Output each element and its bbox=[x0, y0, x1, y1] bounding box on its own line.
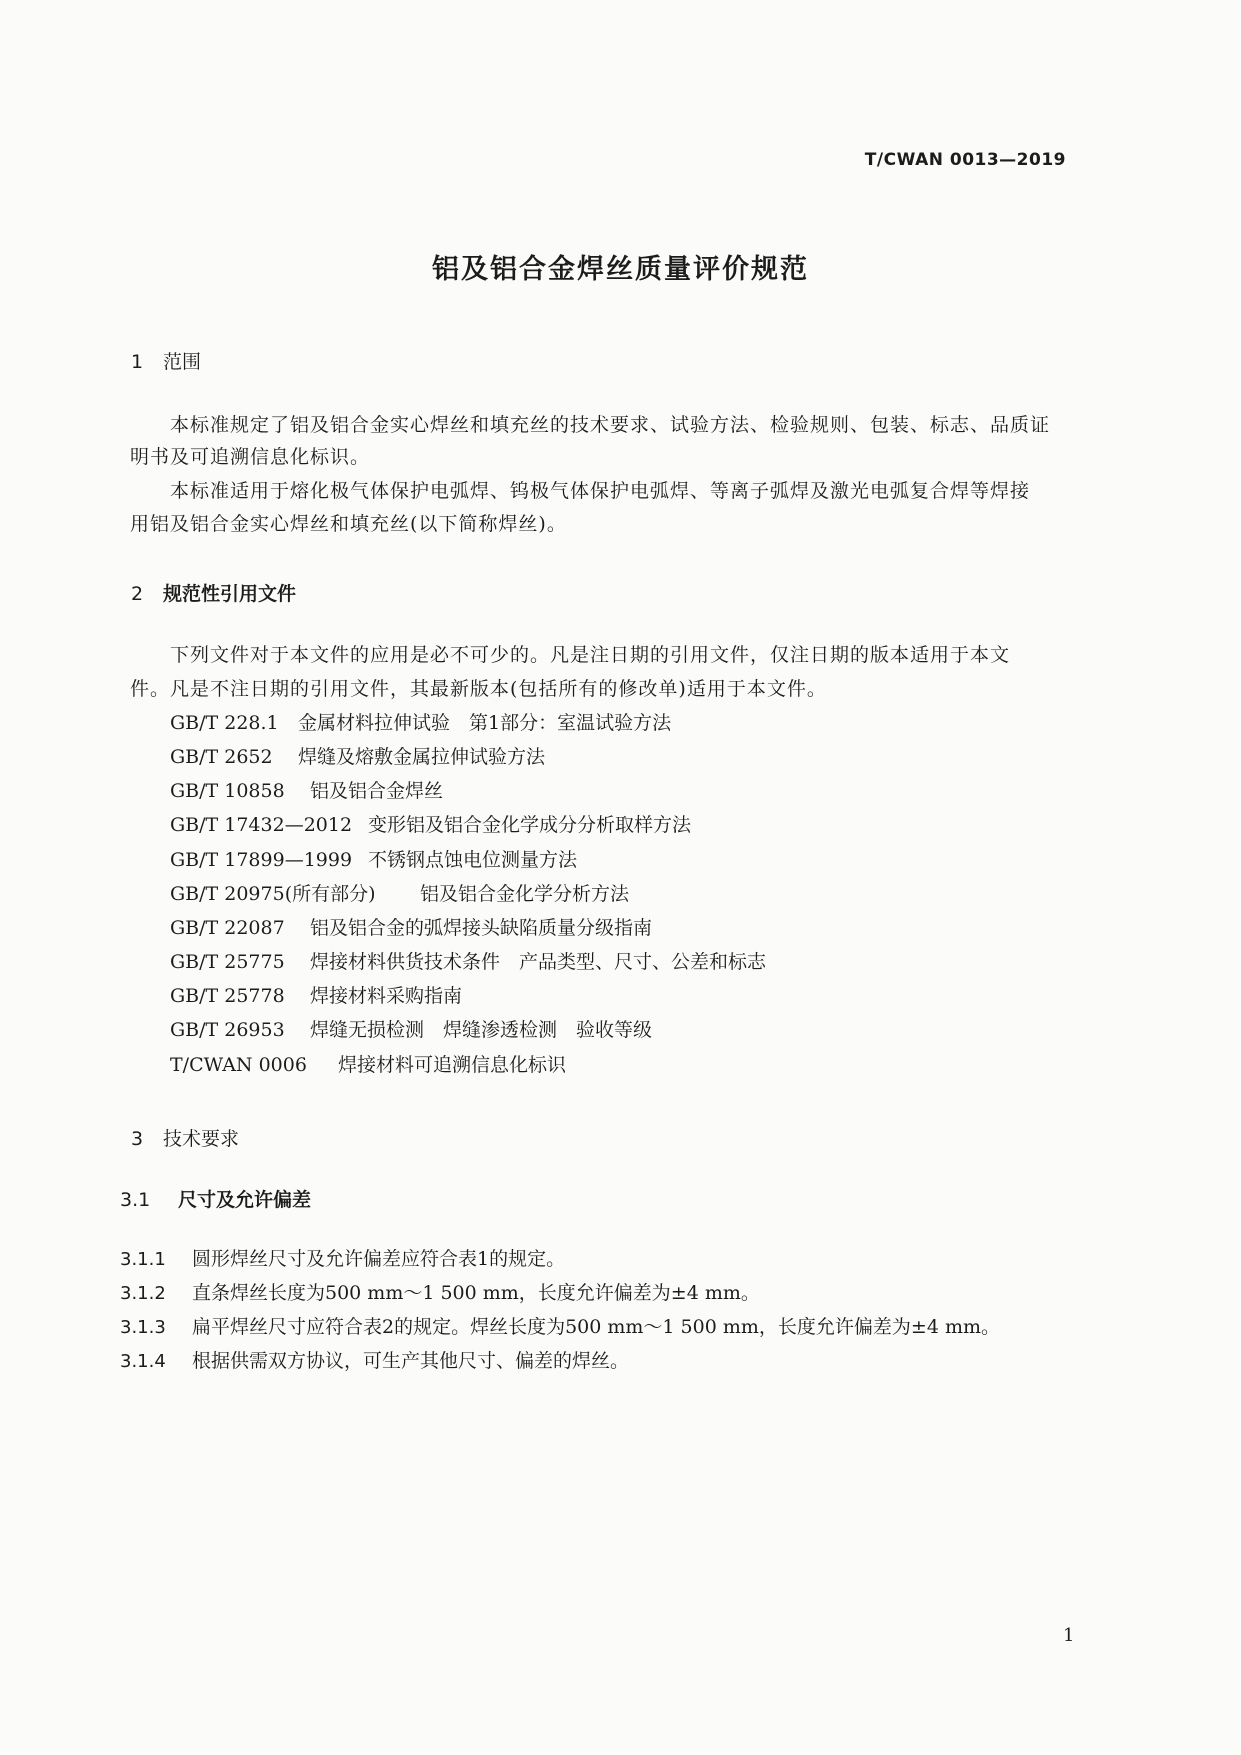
paragraph-line: 本标准规定了铝及铝合金实心焊丝和填充丝的技术要求、试验方法、检验规则、包装、标志、品质证 bbox=[170, 414, 1051, 436]
reference-item bbox=[170, 981, 462, 1008]
reference-code: GB/T 10858 bbox=[170, 780, 285, 802]
reference-code: T/CWAN 0006 bbox=[170, 1054, 307, 1076]
paragraph-line: 用铝及铝合金实心焊丝和填充丝(以下简称焊丝)。 bbox=[130, 513, 567, 535]
reference-title: 铝及铝合金焊丝 bbox=[310, 780, 444, 802]
reference-code: GB/T 26953 bbox=[170, 1019, 285, 1041]
reference-item bbox=[170, 742, 545, 769]
section-title: 规范性引用文件 bbox=[163, 583, 297, 605]
reference-item bbox=[170, 810, 691, 837]
reference-code: GB/T 17432—2012 bbox=[170, 814, 353, 836]
clause-number: 3.1.3 bbox=[120, 1317, 166, 1338]
paragraph-line: 本标准适用于熔化极气体保护电弧焊、钨极气体保护电弧焊、等离子弧焊及激光电弧复合焊等焊接 bbox=[170, 480, 1031, 502]
section-number: 3 bbox=[131, 1128, 144, 1150]
subsection-title: 尺寸及允许偏差 bbox=[178, 1189, 312, 1211]
reference-title: 焊缝无损检测 焊缝渗透检测 验收等级 bbox=[310, 1019, 653, 1041]
standard-code: T/CWAN 0013—2019 bbox=[864, 150, 1066, 170]
clause-item bbox=[120, 1278, 760, 1305]
clause-number: 3.1.4 bbox=[120, 1351, 166, 1372]
clause-item bbox=[120, 1312, 1000, 1339]
clause-number: 3.1.1 bbox=[120, 1249, 166, 1270]
paragraph-line: 件。凡是不注日期的引用文件，其最新版本(包括所有的修改单)适用于本文件。 bbox=[130, 678, 827, 700]
reference-item bbox=[170, 845, 577, 872]
section-title: 范围 bbox=[163, 351, 202, 373]
reference-item bbox=[170, 879, 629, 906]
reference-title: 不锈钢点蚀电位测量方法 bbox=[368, 849, 578, 871]
reference-title: 焊缝及熔敷金属拉伸试验方法 bbox=[298, 746, 546, 768]
reference-title: 焊接材料采购指南 bbox=[310, 985, 463, 1007]
document-title: 铝及铝合金焊丝质量评价规范 bbox=[432, 254, 809, 285]
clause-item bbox=[120, 1244, 565, 1271]
reference-item bbox=[170, 913, 652, 940]
section-2-heading bbox=[131, 579, 296, 606]
reference-title: 焊接材料可追溯信息化标识 bbox=[338, 1054, 567, 1076]
reference-item bbox=[170, 947, 766, 974]
reference-code: GB/T 2652 bbox=[170, 746, 273, 768]
reference-item bbox=[170, 708, 671, 735]
subsection-3-1-heading bbox=[120, 1185, 311, 1212]
reference-item bbox=[170, 776, 443, 803]
section-1-heading bbox=[131, 347, 201, 374]
reference-title: 焊接材料供货技术条件 产品类型、尺寸、公差和标志 bbox=[310, 951, 767, 973]
reference-code: GB/T 20975(所有部分) bbox=[170, 883, 376, 905]
reference-title: 铝及铝合金化学分析方法 bbox=[420, 883, 630, 905]
reference-code: GB/T 25775 bbox=[170, 951, 285, 973]
reference-item bbox=[170, 1015, 652, 1042]
subsection-number: 3.1 bbox=[120, 1189, 151, 1211]
reference-title: 金属材料拉伸试验 第1部分：室温试验方法 bbox=[298, 712, 672, 734]
reference-code: GB/T 25778 bbox=[170, 985, 285, 1007]
section-3-heading bbox=[131, 1124, 239, 1151]
reference-title: 铝及铝合金的弧焊接头缺陷质量分级指南 bbox=[310, 917, 653, 939]
paragraph-line: 明书及可追溯信息化标识。 bbox=[130, 446, 371, 468]
clause-text: 圆形焊丝尺寸及允许偏差应符合表1的规定。 bbox=[192, 1248, 566, 1270]
reference-item bbox=[170, 1050, 566, 1077]
clause-number: 3.1.2 bbox=[120, 1283, 166, 1304]
paragraph-line: 下列文件对于本文件的应用是必不可少的。凡是注日期的引用文件，仅注日期的版本适用于本文 bbox=[170, 644, 1011, 666]
clause-text: 扁平焊丝尺寸应符合表2的规定。焊丝长度为500 mm～1 500 mm，长度允许偏差为±4 mm。 bbox=[192, 1316, 1000, 1338]
reference-title: 变形铝及铝合金化学成分分析取样方法 bbox=[368, 814, 692, 836]
section-number: 1 bbox=[131, 351, 144, 373]
reference-code: GB/T 22087 bbox=[170, 917, 285, 939]
section-title: 技术要求 bbox=[163, 1128, 240, 1150]
reference-code: GB/T 228.1 bbox=[170, 712, 279, 734]
clause-text: 直条焊丝长度为500 mm～1 500 mm，长度允许偏差为±4 mm。 bbox=[192, 1282, 760, 1304]
section-number: 2 bbox=[131, 583, 144, 605]
clause-text: 根据供需双方协议，可生产其他尺寸、偏差的焊丝。 bbox=[192, 1350, 630, 1372]
page-number: 1 bbox=[1063, 1625, 1075, 1646]
clause-item bbox=[120, 1346, 629, 1373]
reference-code: GB/T 17899—1999 bbox=[170, 849, 353, 871]
